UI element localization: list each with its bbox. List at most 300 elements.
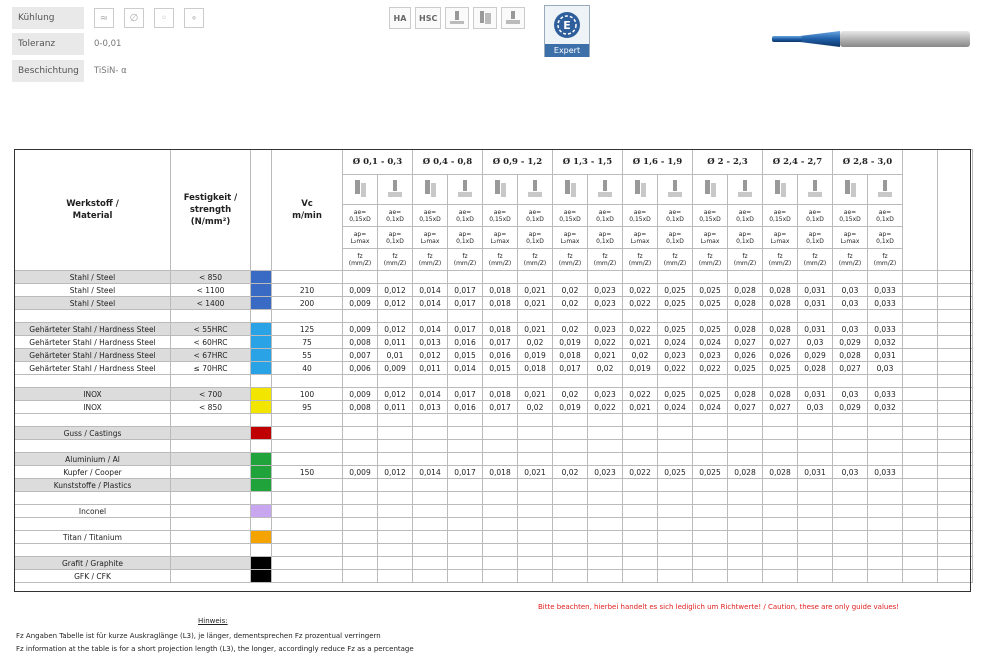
fz-value-cell: 0,028 <box>763 297 798 310</box>
fz-value-cell <box>623 570 658 583</box>
extra-cell <box>903 271 938 284</box>
fz-value-cell: 0,021 <box>623 401 658 414</box>
fz-value-cell <box>413 414 448 427</box>
strength-cell <box>171 557 251 570</box>
fz-value-cell <box>413 453 448 466</box>
fz-value-cell <box>868 427 903 440</box>
ap-cell: ap= 0,1xD <box>798 227 833 249</box>
table-row <box>15 414 973 427</box>
slot-milling-icon[interactable] <box>473 7 497 29</box>
side-milling-icon <box>667 180 683 198</box>
diameter-header: Ø 1,3 - 1,5 <box>553 150 623 175</box>
fz-value-cell <box>728 531 763 544</box>
vc-cell <box>272 518 343 531</box>
fz-value-cell <box>553 453 588 466</box>
fz-value-cell <box>343 544 378 557</box>
strength-cell <box>171 479 251 492</box>
extra-cell <box>938 492 973 505</box>
material-cell: Gehärteter Stahl / Hardness Steel <box>15 349 171 362</box>
material-color-swatch <box>251 310 272 323</box>
fz-value-cell: 0,025 <box>693 284 728 297</box>
ap-cell: ap= 0,1xD <box>658 227 693 249</box>
extra-cell <box>938 557 973 570</box>
fz-value-cell <box>588 570 623 583</box>
extra-cell <box>903 388 938 401</box>
extra-cell <box>903 479 938 492</box>
svg-text:E: E <box>563 19 571 32</box>
fz-value-cell: 0,023 <box>588 284 623 297</box>
dry-air-icon[interactable]: ≈ <box>94 8 114 28</box>
fz-value-cell: 0,022 <box>588 336 623 349</box>
fz-value-cell <box>728 453 763 466</box>
fz-value-cell: 0,02 <box>553 284 588 297</box>
fz-unit-cell: fz (mm/Z) <box>588 249 623 271</box>
fz-value-cell <box>448 505 483 518</box>
diameter-header: Ø 1,6 - 1,9 <box>623 150 693 175</box>
fz-value-cell: 0,031 <box>798 388 833 401</box>
material-cell: Kunststoffe / Plastics <box>15 479 171 492</box>
fz-value-cell <box>763 518 798 531</box>
fz-value-cell <box>658 453 693 466</box>
fz-value-cell <box>658 414 693 427</box>
slot-milling-icon <box>492 180 508 198</box>
vc-cell <box>272 440 343 453</box>
fz-value-cell <box>378 531 413 544</box>
tolerance-row <box>12 33 121 55</box>
plunge-milling-icon[interactable] <box>501 7 525 29</box>
material-cell: Aluminium / Al <box>15 453 171 466</box>
fz-value-cell <box>483 479 518 492</box>
fz-value-cell: 0,02 <box>553 466 588 479</box>
fz-unit-cell: fz (mm/Z) <box>378 249 413 271</box>
extra-cell <box>903 414 938 427</box>
fz-value-cell <box>798 557 833 570</box>
fz-value-cell: 0,017 <box>483 336 518 349</box>
extra-cell <box>903 375 938 388</box>
fz-value-cell: 0,015 <box>483 362 518 375</box>
fz-value-cell <box>378 479 413 492</box>
fz-value-cell <box>518 518 553 531</box>
fz-value-cell <box>693 271 728 284</box>
fz-value-cell <box>413 544 448 557</box>
tolerance-value: 0-0,01 <box>94 39 122 49</box>
fz-value-cell <box>343 440 378 453</box>
fz-value-cell: 0,024 <box>693 401 728 414</box>
extra-cell <box>903 466 938 479</box>
fz-value-cell: 0,028 <box>728 323 763 336</box>
fz-value-cell <box>553 557 588 570</box>
strength-cell: < 1100 <box>171 284 251 297</box>
fz-value-cell: 0,02 <box>553 388 588 401</box>
fz-value-cell <box>553 310 588 323</box>
diameter-header: Ø 0,1 - 0,3 <box>343 150 413 175</box>
fz-value-cell: 0,033 <box>868 388 903 401</box>
material-color-swatch <box>251 440 272 453</box>
extra-cell <box>938 375 973 388</box>
fz-value-cell: 0,02 <box>588 362 623 375</box>
fz-value-cell <box>413 557 448 570</box>
material-cell <box>15 375 171 388</box>
material-color-swatch <box>251 284 272 297</box>
extra-cell <box>938 349 973 362</box>
color-header <box>251 150 272 271</box>
fz-value-cell <box>378 544 413 557</box>
fz-value-cell <box>833 440 868 453</box>
material-color-swatch <box>251 531 272 544</box>
fz-value-cell: 0,011 <box>378 336 413 349</box>
fz-value-cell: 0,017 <box>553 362 588 375</box>
strength-cell <box>171 544 251 557</box>
fz-value-cell <box>588 414 623 427</box>
table-row <box>15 466 973 479</box>
fz-value-cell: 0,023 <box>588 388 623 401</box>
fz-value-cell: 0,022 <box>623 284 658 297</box>
fz-unit-cell: fz (mm/Z) <box>728 249 763 271</box>
material-cell: Gehärteter Stahl / Hardness Steel <box>15 323 171 336</box>
fz-value-cell <box>378 375 413 388</box>
fz-value-cell <box>378 518 413 531</box>
fz-value-cell: 0,022 <box>623 297 658 310</box>
guide-values-warning: Bitte beachten, hierbei handelt es sich lediglich um Richtwerte! / Caution, these are only guide values! <box>538 603 900 611</box>
extra-cell <box>938 505 973 518</box>
material-cell: INOX <box>15 401 171 414</box>
fz-value-cell <box>728 271 763 284</box>
fz-value-cell: 0,016 <box>448 401 483 414</box>
no-coolant-icon[interactable]: ∅ <box>124 8 144 28</box>
fz-value-cell <box>693 557 728 570</box>
strength-cell: < 67HRC <box>171 349 251 362</box>
extra-cell <box>903 284 938 297</box>
diameter-header: Ø 0,9 - 1,2 <box>483 150 553 175</box>
fz-unit-cell: fz (mm/Z) <box>693 249 728 271</box>
fz-value-cell <box>483 375 518 388</box>
fz-value-cell: 0,019 <box>623 362 658 375</box>
fz-value-cell <box>833 310 868 323</box>
coolant-drop-icon[interactable]: ◦ <box>154 8 174 28</box>
fz-value-cell <box>553 492 588 505</box>
expert-badge[interactable] <box>544 5 590 57</box>
tag-hsc[interactable]: HSC <box>415 7 441 29</box>
table-row <box>15 401 973 414</box>
fz-value-cell: 0,014 <box>413 323 448 336</box>
hint-german: Fz Angaben Tabelle ist für kurze Auskraglänge (L3), je länger, dementsprechen Fz prozentual verringern <box>16 632 381 640</box>
fz-value-cell <box>833 544 868 557</box>
material-color-swatch <box>251 401 272 414</box>
fz-value-cell <box>693 414 728 427</box>
coating-value: TiSiN- α <box>94 66 127 76</box>
side-milling-icon-cell <box>868 175 903 205</box>
fz-value-cell <box>623 518 658 531</box>
ap-cell: ap= L₂max <box>693 227 728 249</box>
fz-value-cell <box>518 570 553 583</box>
fz-value-cell <box>483 570 518 583</box>
extra-cell <box>903 505 938 518</box>
fz-value-cell <box>378 557 413 570</box>
fz-value-cell: 0,011 <box>378 401 413 414</box>
fz-value-cell: 0,013 <box>413 336 448 349</box>
material-color-swatch <box>251 570 272 583</box>
fz-value-cell: 0,031 <box>798 284 833 297</box>
fz-value-cell: 0,014 <box>413 284 448 297</box>
material-cell <box>15 544 171 557</box>
fz-value-cell: 0,012 <box>378 323 413 336</box>
vc-cell <box>272 557 343 570</box>
fz-value-cell <box>553 440 588 453</box>
fz-value-cell <box>623 479 658 492</box>
vc-cell <box>272 492 343 505</box>
fz-value-cell <box>588 557 623 570</box>
fz-value-cell <box>483 544 518 557</box>
extra-cell <box>903 440 938 453</box>
vc-header <box>272 150 343 271</box>
tag-ha[interactable]: HA <box>389 7 411 29</box>
fz-value-cell <box>553 570 588 583</box>
fz-value-cell <box>798 531 833 544</box>
fz-value-cell: 0,027 <box>763 336 798 349</box>
fz-value-cell <box>448 479 483 492</box>
fz-value-cell <box>658 505 693 518</box>
fz-value-cell: 0,014 <box>413 388 448 401</box>
table-row <box>15 544 973 557</box>
fz-value-cell <box>693 518 728 531</box>
table-row <box>15 388 973 401</box>
fz-value-cell <box>763 544 798 557</box>
fz-value-cell: 0,025 <box>658 388 693 401</box>
fz-value-cell: 0,023 <box>658 349 693 362</box>
strength-cell: < 850 <box>171 401 251 414</box>
fz-value-cell: 0,031 <box>868 349 903 362</box>
fz-value-cell: 0,009 <box>343 284 378 297</box>
extra-cell <box>903 362 938 375</box>
side-milling-icon[interactable] <box>445 7 469 29</box>
fz-value-cell <box>483 414 518 427</box>
material-cell: GFK / CFK <box>15 570 171 583</box>
fz-value-cell: 0,02 <box>553 297 588 310</box>
table-row <box>15 375 973 388</box>
vc-cell <box>272 479 343 492</box>
material-cell: Gehärteter Stahl / Hardness Steel <box>15 362 171 375</box>
vc-cell <box>272 375 343 388</box>
side-milling-icon <box>527 180 543 198</box>
expert-label: Expert <box>545 44 589 57</box>
material-cell: Guss / Castings <box>15 427 171 440</box>
fz-value-cell <box>798 310 833 323</box>
extra-cell <box>903 349 938 362</box>
vc-cell <box>272 570 343 583</box>
application-tags <box>389 7 525 29</box>
fz-value-cell: 0,03 <box>833 388 868 401</box>
fz-value-cell <box>658 492 693 505</box>
fz-value-cell <box>343 271 378 284</box>
fz-value-cell <box>693 310 728 323</box>
fz-value-cell <box>623 310 658 323</box>
extra-cell <box>938 284 973 297</box>
side-milling-icon-cell <box>588 175 623 205</box>
fz-value-cell <box>798 518 833 531</box>
fz-value-cell: 0,025 <box>658 323 693 336</box>
oil-mist-icon[interactable]: ∘ <box>184 8 204 28</box>
fz-value-cell <box>763 453 798 466</box>
fz-value-cell <box>588 310 623 323</box>
fz-value-cell <box>833 414 868 427</box>
material-cell: Inconel <box>15 505 171 518</box>
fz-value-cell: 0,012 <box>378 284 413 297</box>
fz-value-cell <box>448 427 483 440</box>
fz-value-cell <box>658 375 693 388</box>
vc-cell: 40 <box>272 362 343 375</box>
fz-value-cell: 0,033 <box>868 297 903 310</box>
material-cell <box>15 492 171 505</box>
extra-cell <box>938 518 973 531</box>
fz-value-cell <box>728 518 763 531</box>
table-row <box>15 310 973 323</box>
fz-value-cell <box>588 453 623 466</box>
table-row <box>15 492 973 505</box>
fz-value-cell <box>833 505 868 518</box>
fz-value-cell: 0,019 <box>553 401 588 414</box>
material-color-swatch <box>251 323 272 336</box>
fz-value-cell <box>518 557 553 570</box>
fz-value-cell <box>693 492 728 505</box>
fz-value-cell <box>483 453 518 466</box>
fz-value-cell <box>728 570 763 583</box>
strength-cell <box>171 440 251 453</box>
ap-cell: ap= 0,1xD <box>868 227 903 249</box>
fz-value-cell: 0,022 <box>623 466 658 479</box>
ap-cell: ap= L₂max <box>623 227 658 249</box>
fz-value-cell <box>763 557 798 570</box>
table-row <box>15 557 973 570</box>
fz-value-cell <box>343 453 378 466</box>
ap-cell: ap= L₂max <box>413 227 448 249</box>
fz-value-cell: 0,025 <box>658 297 693 310</box>
coating-row <box>12 60 127 82</box>
extra-cell <box>938 323 973 336</box>
material-color-swatch <box>251 362 272 375</box>
vc-cell <box>272 271 343 284</box>
ae-cell: ae= 0,15xD <box>833 205 868 227</box>
fz-value-cell: 0,03 <box>833 297 868 310</box>
fz-value-cell: 0,028 <box>728 466 763 479</box>
side-milling-icon <box>387 180 403 198</box>
slot-milling-icon <box>422 180 438 198</box>
side-milling-icon-cell <box>378 175 413 205</box>
ae-cell: ae= 0,1xD <box>588 205 623 227</box>
fz-value-cell <box>413 518 448 531</box>
fz-value-cell: 0,027 <box>728 336 763 349</box>
extra-cell <box>938 570 973 583</box>
fz-value-cell: 0,019 <box>553 336 588 349</box>
slot-milling-icon-cell <box>763 175 798 205</box>
fz-value-cell <box>378 427 413 440</box>
fz-value-cell: 0,023 <box>693 349 728 362</box>
vc-cell <box>272 414 343 427</box>
fz-value-cell <box>378 570 413 583</box>
fz-value-cell <box>658 544 693 557</box>
slot-milling-icon-cell <box>483 175 518 205</box>
fz-value-cell <box>378 414 413 427</box>
extra-cell <box>903 310 938 323</box>
fz-value-cell <box>413 310 448 323</box>
extra-cell <box>938 362 973 375</box>
fz-value-cell: 0,026 <box>728 349 763 362</box>
fz-value-cell <box>763 375 798 388</box>
ap-cell: ap= L₂max <box>833 227 868 249</box>
fz-value-cell <box>658 479 693 492</box>
fz-value-cell <box>868 453 903 466</box>
fz-value-cell <box>343 518 378 531</box>
fz-value-cell <box>483 492 518 505</box>
extra-cell <box>938 310 973 323</box>
fz-value-cell <box>483 557 518 570</box>
fz-value-cell: 0,021 <box>518 466 553 479</box>
fz-value-cell: 0,02 <box>518 401 553 414</box>
fz-value-cell: 0,028 <box>763 388 798 401</box>
table-row <box>15 427 973 440</box>
fz-value-cell <box>763 414 798 427</box>
ap-cell: ap= L₂max <box>483 227 518 249</box>
extra-cell <box>938 401 973 414</box>
fz-value-cell: 0,016 <box>448 336 483 349</box>
ae-cell: ae= 0,1xD <box>448 205 483 227</box>
fz-value-cell <box>833 518 868 531</box>
extra-cell <box>938 479 973 492</box>
fz-value-cell <box>728 492 763 505</box>
fz-value-cell <box>448 310 483 323</box>
fz-value-cell: 0,017 <box>448 297 483 310</box>
material-color-swatch <box>251 453 272 466</box>
extra-cell <box>903 453 938 466</box>
fz-unit-cell: fz (mm/Z) <box>623 249 658 271</box>
extra-cell <box>938 271 973 284</box>
strength-cell <box>171 427 251 440</box>
fz-value-cell <box>868 440 903 453</box>
strength-cell: < 60HRC <box>171 336 251 349</box>
fz-value-cell: 0,016 <box>483 349 518 362</box>
fz-value-cell <box>343 427 378 440</box>
fz-value-cell: 0,014 <box>448 362 483 375</box>
fz-value-cell: 0,009 <box>343 466 378 479</box>
ap-cell: ap= 0,1xD <box>448 227 483 249</box>
fz-value-cell <box>448 271 483 284</box>
material-cell: Stahl / Steel <box>15 271 171 284</box>
fz-value-cell <box>763 492 798 505</box>
fz-value-cell <box>763 479 798 492</box>
fz-value-cell <box>833 271 868 284</box>
fz-value-cell <box>833 427 868 440</box>
fz-value-cell <box>693 570 728 583</box>
vc-cell: 210 <box>272 284 343 297</box>
fz-value-cell: 0,012 <box>378 388 413 401</box>
extra-cell <box>903 492 938 505</box>
fz-value-cell <box>518 505 553 518</box>
fz-value-cell <box>868 414 903 427</box>
fz-value-cell <box>483 271 518 284</box>
fz-value-cell <box>518 414 553 427</box>
fz-value-cell: 0,027 <box>763 401 798 414</box>
fz-value-cell: 0,018 <box>483 388 518 401</box>
ap-cell: ap= 0,1xD <box>728 227 763 249</box>
fz-value-cell: 0,02 <box>623 349 658 362</box>
fz-value-cell: 0,021 <box>518 323 553 336</box>
fz-value-cell <box>343 492 378 505</box>
fz-value-cell: 0,023 <box>588 466 623 479</box>
diameter-header: Ø 2,8 - 3,0 <box>833 150 903 175</box>
fz-value-cell: 0,018 <box>483 466 518 479</box>
fz-value-cell <box>343 479 378 492</box>
strength-cell <box>171 310 251 323</box>
fz-value-cell <box>553 544 588 557</box>
